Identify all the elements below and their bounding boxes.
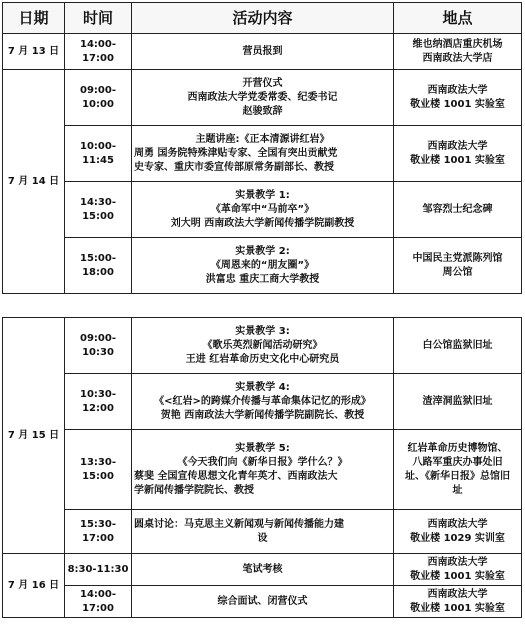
table-row [3, 238, 522, 294]
activity-line: 圆桌讨论：马克思主义新闻观与新闻传播能力建 [134, 518, 344, 530]
location-line: 中国民主党派陈列馆 [412, 252, 503, 264]
location-line: 白公馆监狱旧址 [422, 339, 493, 351]
location-line: 敬业楼 1001 实验室 [410, 154, 505, 166]
time-cell: 15:30-17:00 [65, 510, 132, 554]
location-cell [394, 586, 522, 618]
table-row [3, 318, 522, 374]
schedule-table-part2 [2, 317, 522, 618]
activity-line: 《<红岩>的跨媒介传播与革命集体记忆的形成》 [154, 395, 371, 407]
date-cell: 7 月 13 日 [3, 34, 65, 70]
table-row [3, 554, 522, 586]
activity-cell [132, 430, 394, 510]
table-row [3, 34, 522, 70]
location-line: 西南政法大学 [427, 518, 488, 530]
table-row [3, 510, 522, 554]
activity-line: 设 [257, 532, 268, 544]
activity-line: 《革命军中“马前卒”》 [210, 203, 315, 215]
table-row [3, 182, 522, 238]
location-line: 红岩革命历史博物馆、 [407, 442, 508, 454]
location-line: 周公馆 [442, 266, 473, 278]
location-line: 邹容烈士纪念碑 [422, 203, 493, 215]
header-location: 地点 [394, 3, 522, 34]
table-row [3, 586, 522, 618]
location-cell [394, 374, 522, 430]
activity-line: 实景教学 1: [235, 189, 290, 201]
activity-line: 《周恩来的“朋友圈”》 [210, 259, 315, 271]
location-line: 西南政法大学 [427, 556, 488, 568]
activity-line: 综合面试、闭营仪式 [217, 595, 308, 607]
activity-line: 笔试考核 [242, 563, 283, 575]
location-cell [394, 182, 522, 238]
activity-line: 开营仪式 [242, 77, 283, 89]
location-line: 敬业楼 1029 实训室 [410, 532, 505, 544]
location-cell [394, 126, 522, 182]
activity-line: 营员报到 [242, 45, 283, 57]
time-cell: 09:00-10:00 [65, 70, 132, 126]
location-cell [394, 238, 522, 294]
time-cell: 14:00-17:00 [65, 34, 132, 70]
activity-cell [132, 586, 394, 618]
activity-line: 赵骏致辞 [242, 105, 283, 117]
header-activity: 活动内容 [132, 3, 394, 34]
activity-cell [132, 126, 394, 182]
activity-cell [132, 510, 394, 554]
time-cell: 14:30-15:00 [65, 182, 132, 238]
location-line: 八路军重庆办事处旧 [412, 456, 503, 468]
location-line: 敬业楼 1001 实验室 [410, 570, 505, 582]
location-line: 西南政法大学 [427, 140, 488, 152]
activity-cell [132, 182, 394, 238]
location-cell [394, 318, 522, 374]
table-row [3, 430, 522, 510]
location-cell [394, 510, 522, 554]
time-cell: 13:30-15:00 [65, 430, 132, 510]
location-line: 敬业楼 1001 实验室 [410, 98, 505, 110]
activity-line: 主题讲座:《正本清源讲红岩》 [195, 133, 330, 145]
activity-line: 实景教学 3: [235, 325, 290, 337]
activity-line: 贺艳 西南政法大学新闻传播学院副院长、教授 [160, 409, 365, 421]
activity-line: 蔡斐 全国宣传思想文化青年英才、西南政法大 [134, 470, 338, 482]
activity-line: 王进 红岩革命历史文化中心研究员 [185, 353, 340, 365]
activity-cell [132, 70, 394, 126]
location-cell [394, 70, 522, 126]
date-cell: 7 月 14 日 [3, 70, 65, 294]
table-row [3, 70, 522, 126]
location-line: 西南政法大学 [427, 84, 488, 96]
location-line: 维也纳酒店重庆机场 [412, 38, 503, 50]
table-row [3, 374, 522, 430]
activity-line: 实景教学 4: [235, 381, 290, 393]
activity-line: 史专家、重庆市委宣传部原常务副部长、教授 [134, 161, 334, 173]
time-cell: 15:00-18:00 [65, 238, 132, 294]
time-cell: 10:00-11:45 [65, 126, 132, 182]
activity-cell [132, 34, 394, 70]
location-line: 址、《新华日报》总馆旧 [405, 470, 510, 482]
activity-cell [132, 374, 394, 430]
location-line: 西南政法大学店 [422, 52, 493, 64]
activity-line: 实景教学 2: [235, 245, 290, 257]
location-line: 渣滓洞监狱旧址 [422, 395, 493, 407]
header-date: 日期 [3, 3, 65, 34]
activity-line: 《今天我们向《新华日报》学什么？》 [177, 456, 348, 468]
activity-line: 刘大明 西南政法大学新闻传播学院副教授 [170, 217, 355, 229]
activity-cell [132, 554, 394, 586]
activity-line: 学新闻传播学院院长、教授 [134, 484, 254, 496]
activity-line: 《歌乐英烈新闻活动研究》 [202, 339, 323, 351]
activity-line: 实景教学 5: [235, 442, 290, 454]
date-cell: 7 月 16 日 [3, 554, 65, 618]
time-cell: 10:30-12:00 [65, 374, 132, 430]
location-line: 西南政法大学 [427, 588, 488, 600]
table-row [3, 126, 522, 182]
header-time: 时间 [65, 3, 132, 34]
activity-line: 周勇 国务院特殊津贴专家、全国有突出贡献党 [134, 147, 338, 159]
time-cell: 8:30-11:30 [65, 554, 132, 586]
activity-cell [132, 238, 394, 294]
location-cell [394, 34, 522, 70]
time-cell: 09:00-10:30 [65, 318, 132, 374]
location-cell [394, 554, 522, 586]
activity-line: 洪富忠 重庆工商大学教授 [205, 273, 320, 285]
time-cell: 14:00-17:00 [65, 586, 132, 618]
table-header-row [3, 3, 522, 34]
location-line: 址 [452, 484, 463, 496]
activity-cell [132, 318, 394, 374]
schedule-table-part1 [2, 2, 522, 294]
location-line: 敬业楼 1001 实验室 [410, 602, 505, 614]
location-cell [394, 430, 522, 510]
activity-line: 西南政法大学党委常委、纪委书记 [187, 91, 338, 103]
date-cell: 7 月 15 日 [3, 318, 65, 554]
